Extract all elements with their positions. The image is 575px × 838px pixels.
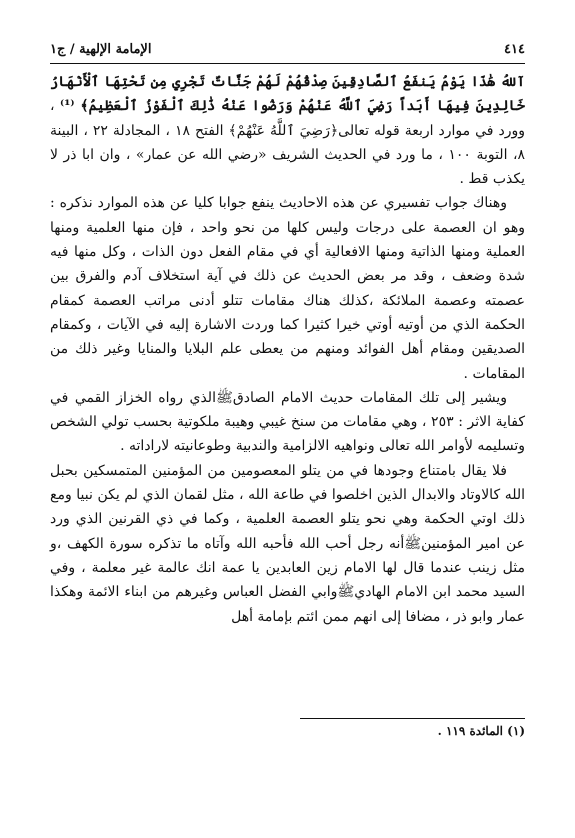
paragraph-2: وهناك جواب تفسيري عن هذه الاحاديث ينفع جوابا كليا عن هذه الموارد نذكره : وهو ان العصمة على درجات وليس كلها من نحو واحد ، فإن منها العلمية ومنها العملية ومنها الذاتية ومنها الافعالية أي في مقام الفعل دون الذات ، وكل منها فيه شدة وضعف ، وقد مر بعض الحديث عن ذلك في آية استخلاف آدم والفرق بين عصمته وعصمة الملائكة ،كذلك هناك مقامات تتلو أدنى مراتب العصمة كمقام الحكمة الذي من أوتيه أوتي خيرا كثيرا كما وردت الاشارة إليه في الآيات ، وكمقام الصديقين ومقام أهل الفوائد ومنهم من يعطى علم البلايا والمنايا وغير ذلك من المقامات .: [50, 195, 525, 382]
footnote-rule: [300, 718, 525, 719]
paragraph-3: ويشير إلى تلك المقامات حديث الامام الصادقﷺالذي رواه الخزاز القمي في كفاية الاثر : ٢٥٣ ، وهي مقامات من سنخ غيبي وهيبة ملكوتية بحسب تولي الشخص وتسليمه لأوامر الله تعالى ونواهيه الالزامية والندبية وطوعانيته لاراداته .: [50, 389, 525, 455]
running-title: الإمامة الإلهية / ج١: [50, 42, 152, 57]
paragraph-4: فلا يقال بامتناع وجودها في من يتلو المعصومين من المؤمنين المتمسكين بحبل الله كالاوتاد والابدال الذين اخلصوا في طاعة الله ، مثل لقمان الذي لم يكن نبيا ومع ذلك اوتي الحكمة وهي نحو يتلو العصمة العلمية ، وكما في ذي القرنين الذي ورد عن امير المؤمنينﷺأنه رجل أحب الله فأحبه الله وآتاه ما تذكره سورة الكهف ،و مثل زينب عندما قال لها الامام زين العابدين يا عمة انك عالمة غير معلمة ، وفي السيد محمد ابن الامام الهاديﷺوابي الفضل العباس وغيرهم من ابناء الائمة وهكذا عمار وابو ذر ، مضافا إلى انهم ممن ائتم بإمامة أهل: [50, 462, 525, 625]
header-rule: [50, 63, 525, 64]
paragraph-1: [50, 70, 525, 191]
quran-verse: آللهُ هَٰذَا يَوْمُ يَنفَعُ ٱلصَّادِقِينَ صِدْقُهُمْ لَهُمْ جَنَّاتٌ تَجْرِي مِن تَحْتِهَا ٱلْأَنْهَارُ خَالِدِينَ فِيهَا أَبَداً رَضِيَ ٱللَّهُ عَنْهُمْ وَرَضُوا عَنْهُ ذَٰلِكَ ٱلْفَوْزُ ٱلْعَظِيمُ﴾ ⁽¹⁾: [50, 74, 525, 115]
page-header: [50, 40, 525, 62]
footnote: (١) المائدة ١١٩ .: [437, 724, 525, 738]
paragraph-1-text: ، وورد في موارد اربعة قوله تعالى﴿رَضِيَ ٱللَّهُ عَنْهُمْ﴾ الفتح ١٨ ، المجادلة ٢٢ ، البينة ٨، التوبة ١٠٠ ، ما ورد في الحديث الشريف «رضي الله عن عمار» ، وان ابا ذر لا يكذب قط .: [50, 98, 525, 188]
page-number: ٤١٤: [504, 42, 525, 57]
main-text: [50, 70, 525, 629]
